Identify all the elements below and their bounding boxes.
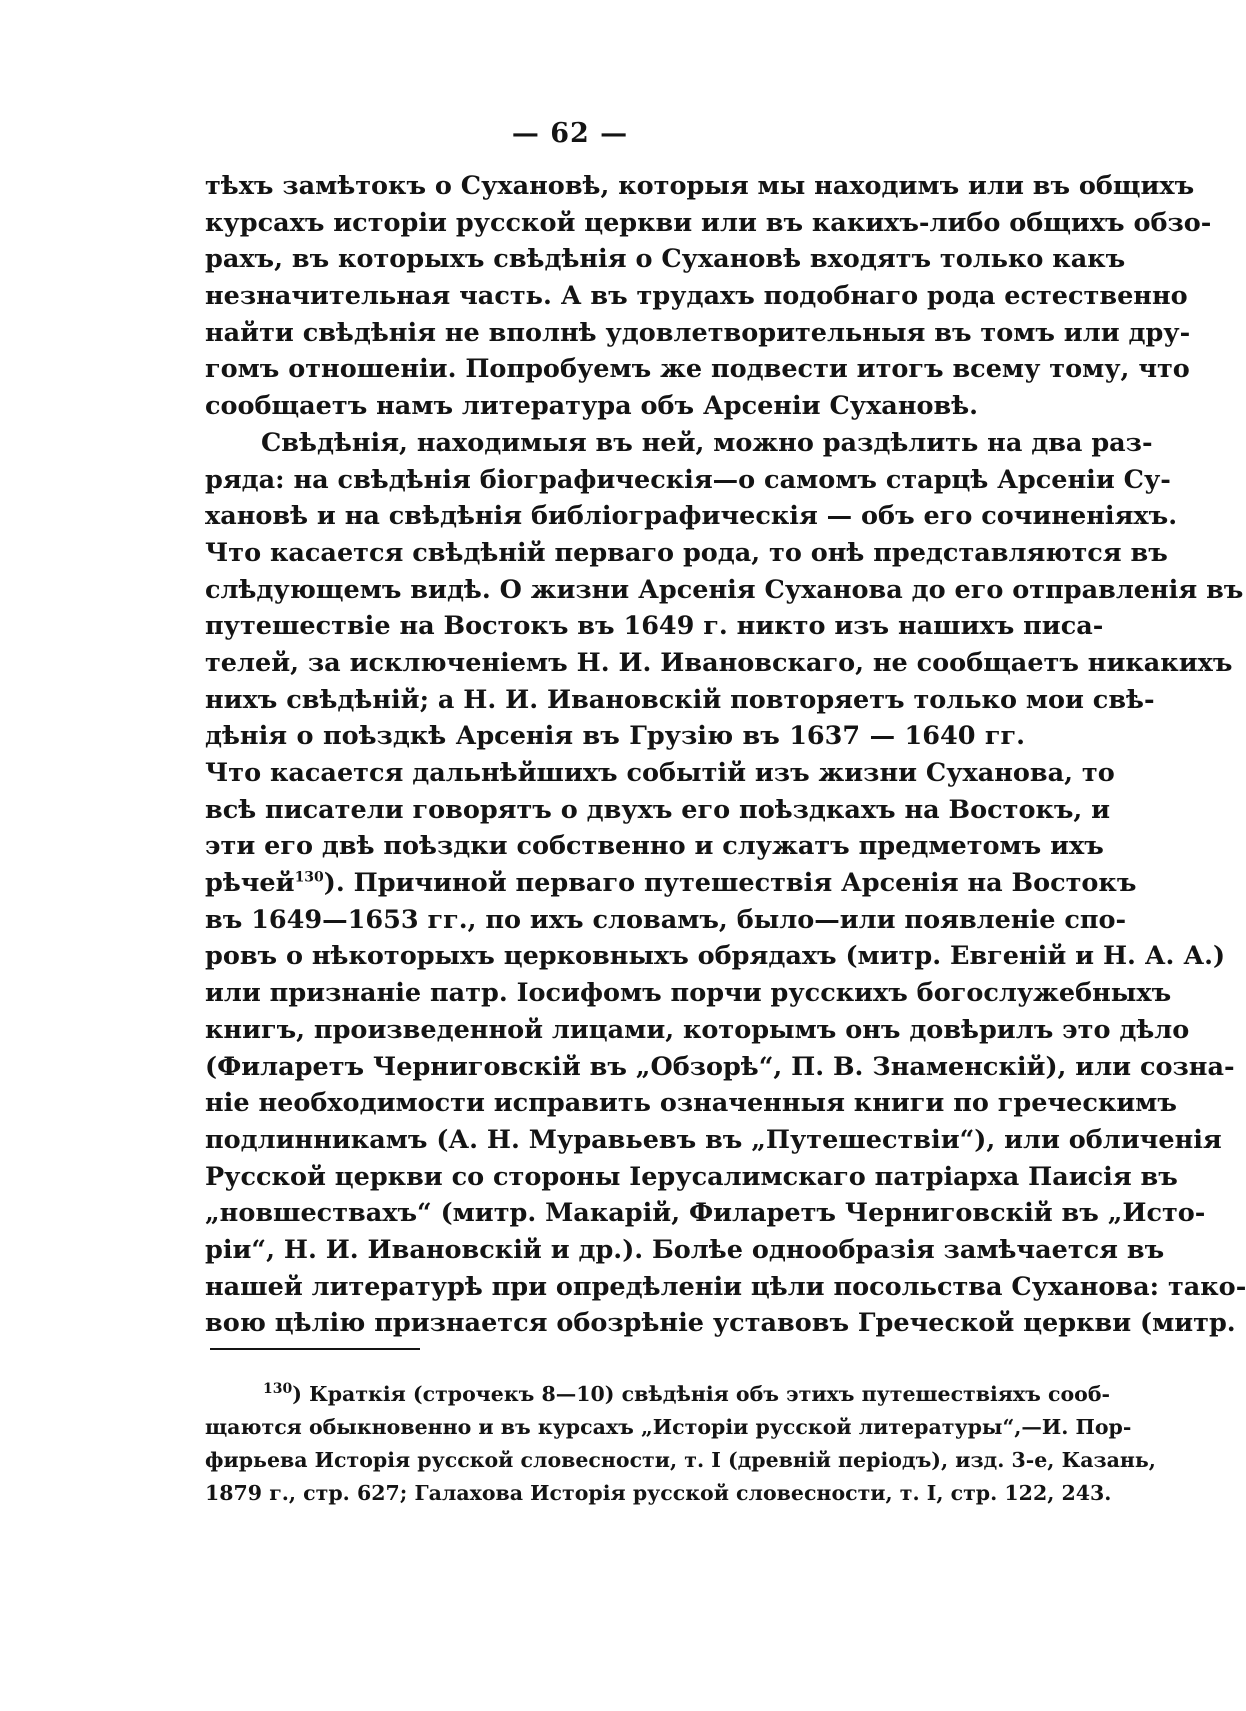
text-line: найти свѣдѣнія не вполнѣ удовлетворительныя въ томъ или дру- bbox=[205, 317, 1191, 348]
footnote-marker: 130 bbox=[263, 1381, 293, 1398]
text-line: въ 1649—1653 гг., по ихъ словамъ, было—или появленіе спо- bbox=[205, 904, 1127, 935]
text-line: (Филаретъ Черниговскій въ „Обзорѣ“, П. В. Знаменскій), или созна- bbox=[205, 1051, 1235, 1082]
text-line: Свѣдѣнія, находимыя въ ней, можно раздѣлить на два раз- bbox=[261, 427, 1153, 458]
footnote-line: щаются обыкновенно и въ курсахъ „Исторіи русской литературы“,—И. Пор- bbox=[205, 1415, 1132, 1439]
footnote-line: фирьева Исторія русской словесности, т. I (древній періодъ), изд. 3-е, Казань, bbox=[205, 1448, 1156, 1472]
page-number: — 62 — bbox=[511, 118, 629, 149]
text-line: эти его двѣ поѣздки собственно и служатъ предметомъ ихъ bbox=[205, 831, 1104, 862]
text-line: нихъ свѣдѣній; а Н. И. Ивановскій повторяетъ только мои свѣ- bbox=[205, 684, 1155, 715]
text-line: или признаніе патр. Іосифомъ порчи русскихъ богослужебныхъ bbox=[205, 978, 1172, 1009]
text-line: телей, за исключеніемъ Н. И. Ивановскаго, не сообщаетъ никакихъ bbox=[205, 647, 1233, 678]
text-line: дѣнія о поѣздкѣ Арсенія въ Грузію въ 1637 — 1640 гг. bbox=[205, 721, 1025, 752]
text-line: вою цѣлію признается обозрѣніе уставовъ Греческой церкви (митр. bbox=[205, 1308, 1236, 1339]
text-line: слѣдующемъ видѣ. О жизни Арсенія Суханова до его отправленія въ bbox=[205, 574, 1244, 605]
text-line: сообщаетъ намъ литература объ Арсеніи Сухановѣ. bbox=[205, 391, 979, 422]
text-line: ряда: на свѣдѣнія біографическія—о самомъ старцѣ Арсеніи Су- bbox=[205, 464, 1171, 495]
text-line: Что касается свѣдѣній перваго рода, то онѣ представляются въ bbox=[205, 537, 1168, 568]
text-fragment: ) Краткія (строчекъ 8—10) свѣдѣнія объ этихъ путешествіяхъ сооб- bbox=[292, 1382, 1111, 1406]
text-line: рахъ, въ которыхъ свѣдѣнія о Сухановѣ входятъ только какъ bbox=[205, 244, 1126, 275]
text-line: Русской церкви со стороны Іерусалимскаго патріарха Паисія въ bbox=[205, 1161, 1178, 1192]
text-line: ріи“, Н. И. Ивановскій и др.). Болѣе однообразія замѣчается въ bbox=[205, 1234, 1165, 1265]
text-line: хановѣ и на свѣдѣнія библіографическія — объ его сочиненіяхъ. bbox=[205, 501, 1178, 532]
text-line: гомъ отношеніи. Попробуемъ же подвести итогъ всему тому, что bbox=[205, 354, 1190, 385]
text-line: курсахъ исторіи русской церкви или въ какихъ-либо общихъ обзо- bbox=[205, 207, 1212, 238]
text-line: книгъ, произведенной лицами, которымъ онъ довѣрилъ это дѣло bbox=[205, 1014, 1190, 1045]
text-line: ніе необходимости исправить означенныя книги по греческимъ bbox=[205, 1088, 1177, 1119]
text-fragment: ). Причиной перваго путешествія Арсенія на Востокъ bbox=[323, 868, 1137, 899]
text-line: всѣ писатели говорятъ о двухъ его поѣздкахъ на Востокъ, и bbox=[205, 794, 1111, 825]
text-fragment: рѣчей bbox=[205, 868, 295, 899]
text-line: тѣхъ замѣтокъ о Сухановѣ, которыя мы находимъ или въ общихъ bbox=[205, 171, 1195, 201]
text-line: ровъ о нѣкоторыхъ церковныхъ обрядахъ (митр. Евгеній и Н. А. А.) bbox=[205, 941, 1226, 972]
text-line: незначительная часть. А въ трудахъ подобнаго рода естественно bbox=[205, 281, 1188, 312]
footnote-reference: 130 bbox=[294, 869, 324, 886]
footnote-divider bbox=[210, 1348, 420, 1350]
text-line: нашей литературѣ при опредѣленіи цѣли посольства Суханова: тако- bbox=[205, 1271, 1246, 1302]
body-text bbox=[205, 168, 1246, 1342]
text-line: подлинникамъ (А. Н. Муравьевъ въ „Путешествіи“), или обличенія bbox=[205, 1124, 1222, 1155]
footnote-line bbox=[205, 1378, 1111, 1411]
footnote-line: 1879 г., стр. 627; Галахова Исторія русской словесности, т. I, стр. 122, 243. bbox=[205, 1481, 1112, 1505]
text-line-with-footnote bbox=[205, 865, 1137, 902]
text-line: путешествіе на Востокъ въ 1649 г. никто изъ нашихъ писа- bbox=[205, 611, 1104, 642]
text-line: Что касается дальнѣйшихъ событій изъ жизни Суханова, то bbox=[205, 758, 1115, 788]
text-line: „новшествахъ“ (митр. Макарій, Филаретъ Черниговскій въ „Исто- bbox=[205, 1198, 1206, 1229]
footnote bbox=[205, 1378, 1156, 1510]
